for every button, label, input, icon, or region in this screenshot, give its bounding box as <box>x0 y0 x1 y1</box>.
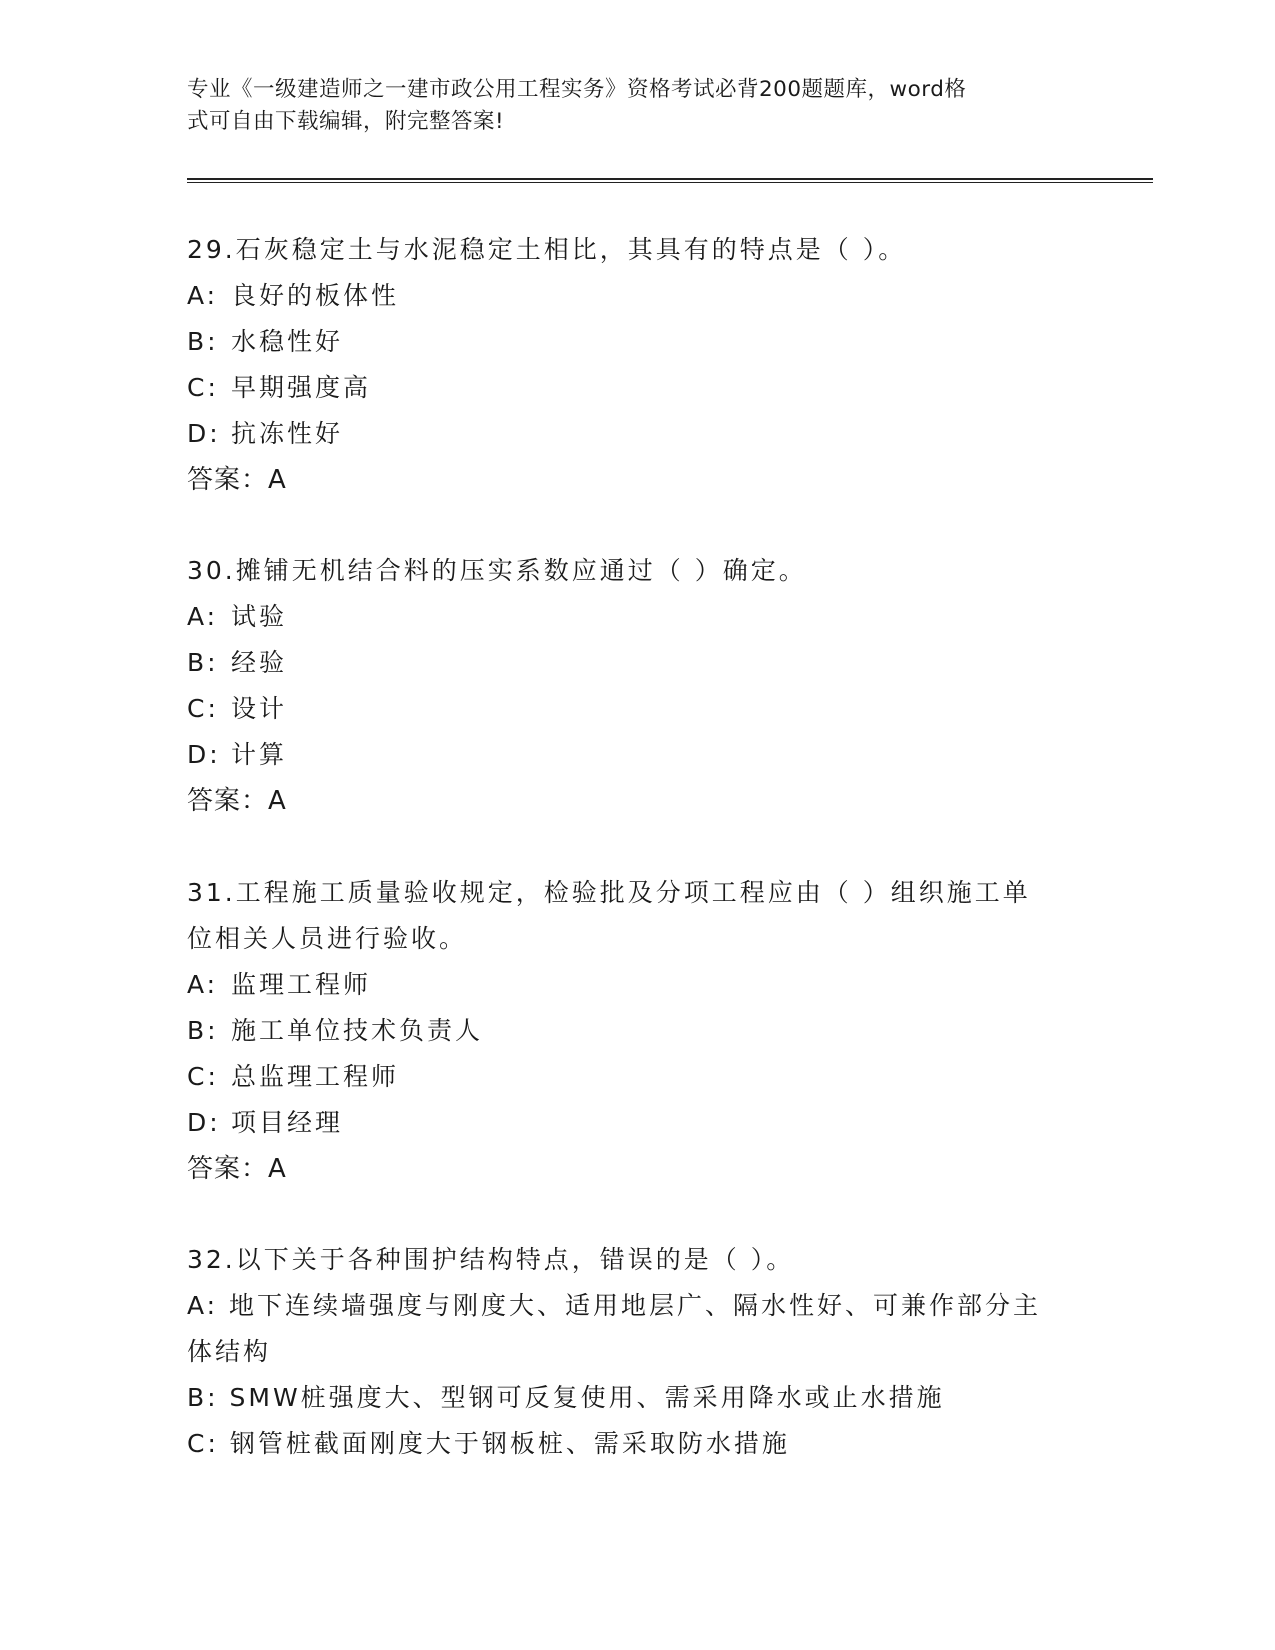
option-key: C: <box>187 373 219 402</box>
question-stem-line-1: 31.工程施工质量验收规定，检验批及分项工程应由（ ）组织施工单 <box>187 878 1031 907</box>
option-key: A: <box>187 281 219 310</box>
question-32 <box>187 1237 1087 1467</box>
option-key: A: <box>187 602 219 631</box>
question-stem-line-2: 位相关人员进行验收。 <box>187 924 468 953</box>
option-a-line-1: A: 地下连续墙强度与刚度大、适用地层广、隔水性好、可兼作部分主 <box>187 1291 1042 1320</box>
option-text: 水稳性好 <box>231 327 344 356</box>
option-a <box>187 962 1087 1008</box>
option-text: 抗冻性好 <box>231 419 344 448</box>
option-key: B: <box>187 327 219 356</box>
header-divider <box>187 178 1153 183</box>
option-a <box>187 273 1087 319</box>
question-30 <box>187 548 1087 824</box>
option-b <box>187 640 1087 686</box>
question-29 <box>187 227 1087 503</box>
answer-line: 答案：A <box>187 786 287 816</box>
option-c <box>187 365 1087 411</box>
option-text: 设计 <box>231 694 288 723</box>
header-line-1: 专业《一级建造师之一建市政公用工程实务》资格考试必背200题题库，word格 <box>187 77 967 102</box>
option-text: 试验 <box>231 602 288 631</box>
option-key: B: <box>187 648 219 677</box>
document-header <box>187 74 1067 138</box>
option-key: D: <box>187 740 221 769</box>
option-d <box>187 411 1087 457</box>
question-stem: 32.以下关于各种围护结构特点，错误的是（ ）。 <box>187 1245 795 1274</box>
option-key: D: <box>187 419 221 448</box>
option-c <box>187 1054 1087 1100</box>
option-text: 良好的板体性 <box>231 281 400 310</box>
option-text: 早期强度高 <box>231 373 372 402</box>
option-text: 监理工程师 <box>231 970 372 999</box>
question-stem: 29.石灰稳定土与水泥稳定土相比，其具有的特点是（ ）。 <box>187 235 907 264</box>
option-text: 经验 <box>231 648 288 677</box>
option-text: 总监理工程师 <box>231 1062 400 1091</box>
option-d <box>187 732 1087 778</box>
option-key: D: <box>187 1108 221 1137</box>
option-a <box>187 594 1087 640</box>
option-d <box>187 1100 1087 1146</box>
answer-line: 答案：A <box>187 465 287 495</box>
option-c <box>187 686 1087 732</box>
option-b <box>187 1008 1087 1054</box>
header-line-2: 式可自由下载编辑，附完整答案! <box>187 109 505 134</box>
option-text: 计算 <box>231 740 288 769</box>
answer-line: 答案：A <box>187 1154 287 1184</box>
option-c: C: 钢管桩截面刚度大于钢板桩、需采取防水措施 <box>187 1429 790 1458</box>
question-stem: 30.摊铺无机结合料的压实系数应通过（ ）确定。 <box>187 556 807 585</box>
option-key: C: <box>187 1062 219 1091</box>
option-b <box>187 319 1087 365</box>
option-b: B: SMW桩强度大、型钢可反复使用、需采用降水或止水措施 <box>187 1383 945 1412</box>
option-text: 施工单位技术负责人 <box>231 1016 484 1045</box>
question-31 <box>187 870 1087 1192</box>
option-key: A: <box>187 970 219 999</box>
option-key: B: <box>187 1016 219 1045</box>
option-text: 项目经理 <box>231 1108 344 1137</box>
option-a-line-2: 体结构 <box>187 1337 272 1366</box>
option-key: C: <box>187 694 219 723</box>
